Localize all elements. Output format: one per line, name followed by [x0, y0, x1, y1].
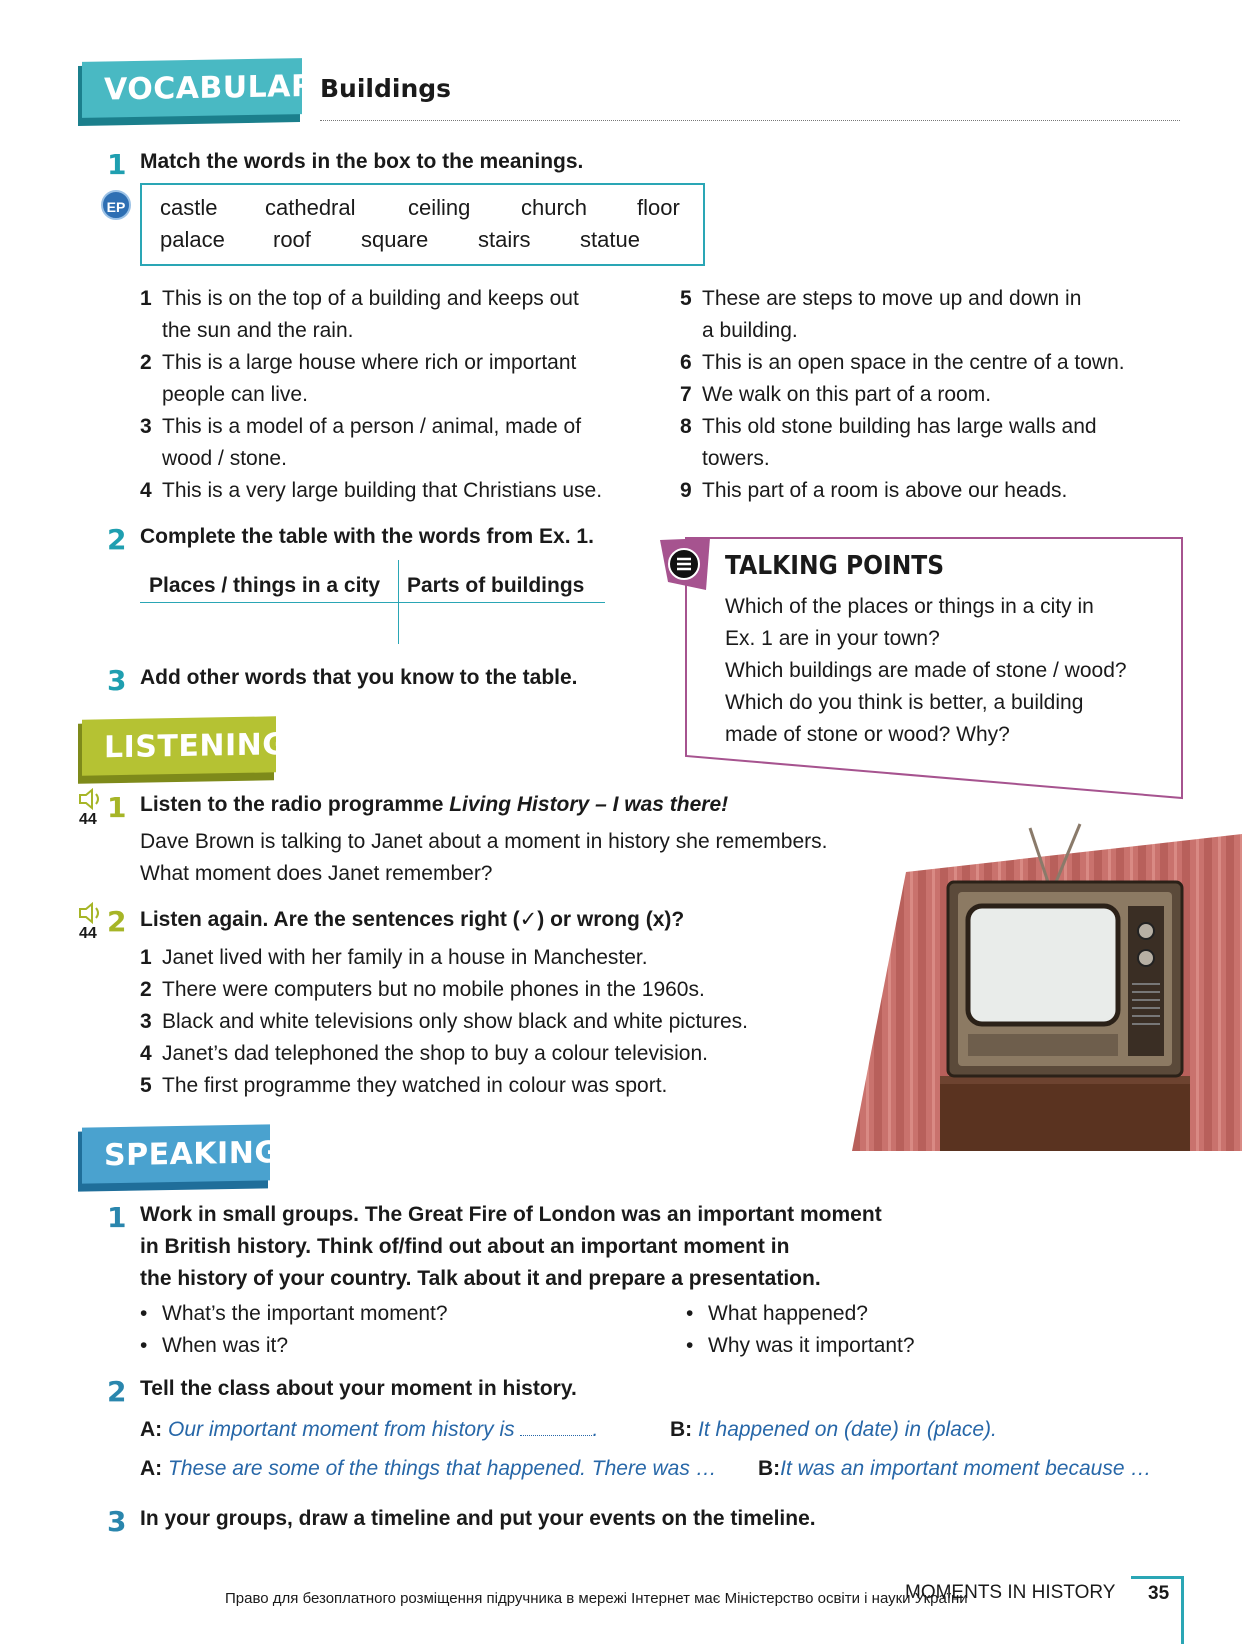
- audio-track-number: 44: [79, 811, 97, 828]
- speaking-ex1-number: 1: [107, 1201, 127, 1234]
- audio-speaker-icon[interactable]: [78, 788, 104, 810]
- talking-points-line-2: Ex. 1 are in your town?: [725, 627, 940, 650]
- vocabulary-subtitle: Buildings: [320, 74, 452, 103]
- speaking-ex1-line-1: Work in small groups. The Great Fire of London was an important moment: [140, 1203, 882, 1226]
- vocab-ex1-instruction: Match the words in the box to the meanings.: [140, 150, 584, 173]
- speaking-bullet-4: • Why was it important?: [708, 1330, 915, 1362]
- word-church: church: [521, 195, 588, 220]
- footer-accent-line: [1131, 1576, 1183, 1579]
- listening-ex2-instruction: Listen again. Are the sentences right (✓) or wrong (x)?: [140, 908, 685, 931]
- listening-ex2-number: 2: [107, 905, 127, 938]
- dialogue-line-a1: A: Our important moment from history is .: [140, 1418, 599, 1441]
- talking-points-line-3: Which buildings are made of stone / wood?: [725, 659, 1127, 682]
- dialogue-line-b2: B:It was an important moment because …: [758, 1457, 1152, 1480]
- listening-ex1-number: 1: [107, 791, 127, 824]
- vocab-ex3-instruction: Add other words that you know to the table.: [140, 666, 578, 689]
- audio-track-number: 44: [79, 925, 97, 942]
- speaking-ex2-number: 2: [107, 1375, 127, 1408]
- section-name: MOMENTS IN HISTORY: [905, 1582, 1116, 1603]
- speech-bubble-icon: [656, 538, 712, 594]
- footer-accent-line: [1181, 1576, 1184, 1644]
- speaking-ex1-line-3: the history of your country. Talk about it and prepare a presentation.: [140, 1267, 821, 1290]
- table-horizontal-line: [140, 602, 605, 603]
- listening-ex1-line-2: What moment does Janet remember?: [140, 862, 493, 885]
- word-roof: roof: [273, 227, 311, 252]
- speaking-bullet-2: • When was it?: [162, 1330, 288, 1362]
- listening-ex1-instruction: Listen to the radio programme Living History – I was there!: [140, 793, 729, 816]
- word-stairs: stairs: [478, 227, 531, 252]
- audio-speaker-icon[interactable]: [78, 902, 104, 924]
- talking-points-line-4: Which do you think is better, a building: [725, 691, 1084, 714]
- word-statue: statue: [580, 227, 640, 252]
- speaking-bullet-1: • What’s the important moment?: [162, 1298, 448, 1330]
- answer-blank: [520, 1417, 592, 1436]
- table-vertical-line: [398, 560, 399, 644]
- word-palace: palace: [160, 227, 225, 252]
- listening-banner-label: LISTENING: [104, 726, 288, 765]
- table-header-places: Places / things in a city: [149, 574, 381, 597]
- word-cathedral: cathedral: [265, 195, 356, 220]
- dialogue-line-b1: B: It happened on (date) in (place).: [670, 1418, 997, 1441]
- copyright-notice: Право для безоплатного розміщення підручника в мережі Інтернет має Міністерство освіти і науки України: [225, 1590, 968, 1607]
- vocabulary-banner-label: VOCABULARY: [104, 68, 336, 108]
- programme-title: Living History – I was there!: [449, 793, 729, 816]
- vocab-ex1-number: 1: [107, 148, 127, 181]
- word-castle: castle: [160, 195, 218, 220]
- speaking-ex2-instruction: Tell the class about your moment in history.: [140, 1377, 577, 1400]
- talking-points-line-5: made of stone or wood? Why?: [725, 723, 1010, 746]
- word-square: square: [361, 227, 429, 252]
- vocabulary-banner: [82, 58, 336, 118]
- word-ceiling: ceiling: [408, 195, 471, 220]
- word-box: [140, 183, 705, 266]
- page-number: 35: [1148, 1583, 1170, 1604]
- vocab-ex3-number: 3: [107, 664, 127, 697]
- ep-badge: [101, 190, 131, 220]
- speaking-bullet-3: • What happened?: [708, 1298, 868, 1330]
- retro-television-photo: [852, 806, 1242, 1151]
- speaking-banner-label: SPEAKING: [104, 1134, 280, 1173]
- speaking-ex1-line-2: in British history. Think of/find out about an important moment in: [140, 1235, 790, 1258]
- word-floor: floor: [637, 195, 680, 220]
- speaking-ex3-number: 3: [107, 1505, 127, 1538]
- listening-ex1-line-1: Dave Brown is talking to Janet about a moment in history she remembers.: [140, 830, 828, 853]
- speaking-banner: [82, 1124, 280, 1183]
- vocab-ex2-number: 2: [107, 523, 127, 556]
- ep-badge-label: EP: [106, 199, 126, 215]
- vocab-ex2-instruction: Complete the table with the words from Ex. 1.: [140, 525, 594, 548]
- dialogue-line-a2: A: These are some of the things that happened. There was …: [140, 1457, 717, 1480]
- table-header-parts: Parts of buildings: [407, 574, 585, 597]
- talking-points-title: TALKING POINTS: [725, 551, 945, 581]
- vocabulary-divider: [320, 120, 1180, 121]
- talking-points-line-1: Which of the places or things in a city in: [725, 595, 1094, 618]
- listening-banner: [82, 716, 288, 775]
- speaking-ex3-instruction: In your groups, draw a timeline and put your events on the timeline.: [140, 1507, 816, 1530]
